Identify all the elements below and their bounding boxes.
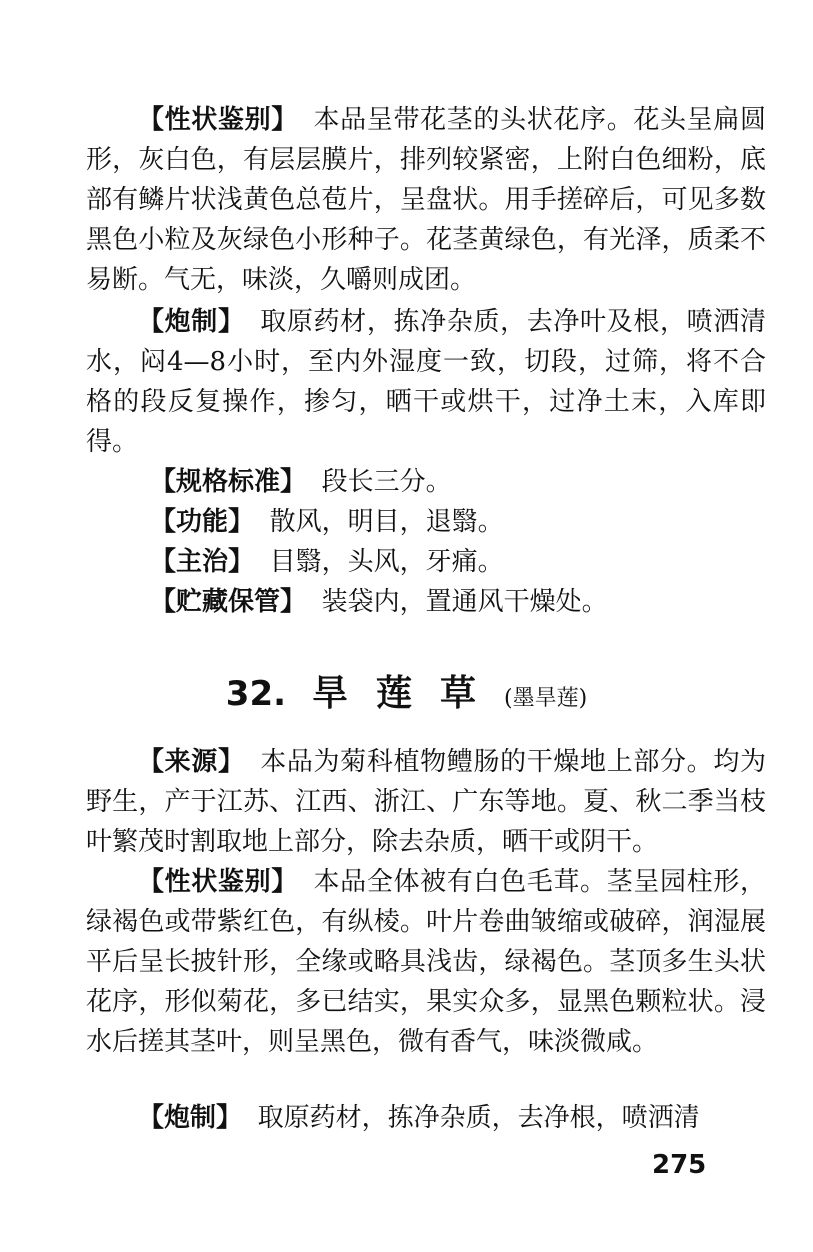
- section-title: 旱莲草: [312, 673, 505, 714]
- prev-function-line: [150, 502, 504, 542]
- prev-spec-line: [150, 462, 452, 502]
- processing-label: 【炮制】: [138, 1103, 243, 1133]
- prev-indication-label: 【主治】: [150, 547, 255, 577]
- identification-label: 【性状鉴别】: [138, 867, 298, 897]
- prev-identification-label: 【性状鉴别】: [138, 105, 298, 135]
- prev-processing-label: 【炮制】: [138, 307, 245, 337]
- prev-spec-label: 【规格标准】: [150, 467, 307, 497]
- prev-indication-line: [150, 542, 504, 582]
- section-heading: [0, 665, 813, 716]
- processing-paragraph: [86, 1098, 766, 1138]
- prev-identification-text: 本品呈带花茎的头状花序。花头呈扁圆形，灰白色，有层层膜片，排列较紧密，上附白色细粉，底部有鳞片状浅黄色总苞片，呈盘状。用手搓碎后，可见多数黑色小粒及灰绿色小形种子。花茎黄绿色，有光泽，质柔不易断。气无，味淡，久嚼则成团。: [86, 105, 766, 295]
- processing-text: 取原药材，拣净杂质，去净根，喷洒清: [257, 1103, 700, 1133]
- prev-processing-text: 取原药材，拣净杂质，去净叶及根，喷洒清水，闷4—8小时，至内外湿度一致，切段，过筛，将不合格的段反复操作，掺匀，晒干或烘干，过净土末，入库即得。: [86, 307, 766, 457]
- prev-identification-paragraph: [86, 100, 766, 300]
- prev-spec-text: 段长三分。: [321, 467, 452, 497]
- section-alias: (墨旱莲): [504, 686, 588, 711]
- prev-storage-text: 装袋内，置通风干燥处。: [321, 587, 608, 617]
- prev-storage-label: 【贮藏保管】: [150, 587, 307, 617]
- source-text: 本品为菊科植物鳢肠的干燥地上部分。均为野生，产于江苏、江西、浙江、广东等地。夏、秋二季当枝叶繁茂时割取地上部分，除去杂质，晒干或阴干。: [86, 747, 766, 857]
- identification-paragraph: [86, 862, 766, 1062]
- source-paragraph: [86, 742, 766, 862]
- source-label: 【来源】: [138, 747, 245, 777]
- prev-processing-paragraph: [86, 302, 766, 462]
- page-number: 275: [652, 1150, 707, 1180]
- section-number: 32.: [225, 674, 287, 714]
- prev-indication-text: 目翳，头风，牙痛。: [269, 547, 504, 577]
- identification-text: 本品全体被有白色毛茸。茎呈园柱形，绿褐色或带紫红色，有纵棱。叶片卷曲皱缩或破碎，润湿展平后呈长披针形，全缘或略具浅齿，绿褐色。茎顶多生头状花序，形似菊花，多已结实，果实众多，显黑色颗粒状。浸水后搓其茎叶，则呈黑色，微有香气，味淡微咸。: [86, 867, 766, 1057]
- prev-storage-line: [150, 582, 608, 622]
- prev-function-label: 【功能】: [150, 507, 255, 537]
- prev-function-text: 散风，明目，退翳。: [269, 507, 504, 537]
